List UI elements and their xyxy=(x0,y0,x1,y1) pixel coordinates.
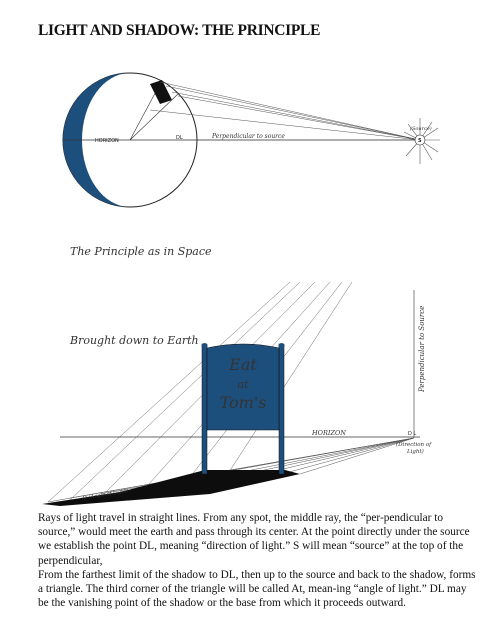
sign-text-line2: at xyxy=(237,378,249,391)
horizon-label: HORIZON xyxy=(95,138,119,144)
s-label: S xyxy=(418,138,422,144)
direction-label-1: (Direction of xyxy=(396,442,432,448)
direction-label-2: Light) xyxy=(407,449,424,455)
sign-text-line3: Tom's xyxy=(219,393,267,412)
sign-post-right xyxy=(279,344,284,474)
sky-rays xyxy=(48,282,352,502)
earth-object-shadow xyxy=(150,80,172,104)
space-diagram xyxy=(63,73,440,258)
perpendicular-source-label: Perpendicular to Source xyxy=(418,305,426,392)
earth-horizon-label: HORIZON xyxy=(312,429,346,437)
body-paragraph-1: Rays of light travel in straight lines. From any spot, the middle ray, the “per-pendicular to source,” would meet the earth and pass through its center. At the point directly under the source we establish the point DL, meaning “direction of light.” S will mean “source” at the top of the perpendicular, xyxy=(38,512,470,567)
source-label: (Source) xyxy=(410,126,432,132)
space-caption: The Principle as in Space xyxy=(70,245,212,258)
earth-caption: Brought down to Earth xyxy=(70,334,199,347)
earth-diagram xyxy=(42,282,432,506)
cast-shadow xyxy=(42,470,300,506)
angle-of-light-label: At (Angle of Light) xyxy=(81,487,129,502)
dl-label: DL xyxy=(176,135,183,141)
source-sun-icon xyxy=(404,118,440,164)
sign-post-left xyxy=(202,344,207,474)
page-title: LIGHT AND SHADOW: THE PRINCIPLE xyxy=(38,22,321,39)
perpendicular-label: Perpendicular to source xyxy=(212,133,285,140)
body-paragraph-2: From the farthest limit of the shadow to DL, then up to the source and back to the shadow, forms a triangle. The third corner of the triangle will be called At, mean-ing “angle of light.” DL may be the vanishing point of the shadow or the base from which it proceeds outward. xyxy=(38,568,476,610)
earth-dl-label: D L xyxy=(408,431,417,437)
sign-text-line1: Eat xyxy=(229,355,257,374)
body-text xyxy=(38,511,478,610)
